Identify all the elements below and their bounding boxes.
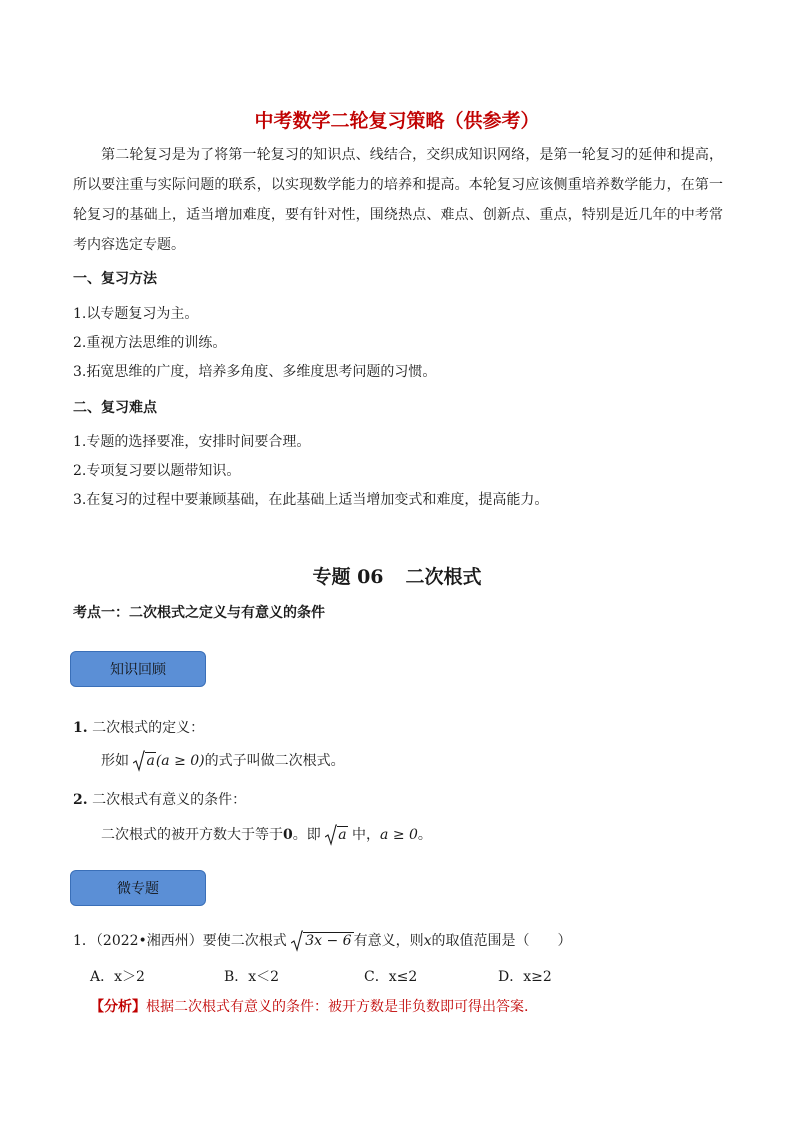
option-c: C．x≤2 [364,969,418,985]
page-title: 中考数学二轮复习策略（供参考） [254,110,540,132]
analysis-text: 根据二次根式有意义的条件：被开方数是非负数即可得出答案. [146,999,529,1015]
condition-mid2: 中， [352,827,381,843]
analysis [90,996,528,1016]
analysis-label: 【分析】 [90,999,146,1015]
sqrt-symbol-icon [291,930,303,952]
condition-inequality: a ≥ 0 [380,827,418,843]
section1-item-3: 3.拓宽思维的广度，培养多角度、多维度思考问题的习惯。 [73,364,437,380]
question-1-var: x [423,933,432,949]
sqrt-symbol-icon [325,824,337,846]
condition-pre: 二次根式的被开方数大于等于 [101,827,283,843]
intro-paragraph [73,140,723,260]
topic-label: 专题 06 [312,566,384,588]
condition-radicand: a [338,827,347,843]
definition-radicand: a [146,753,155,769]
section1-item-2: 2.重视方法思维的训练。 [73,335,227,351]
knowledge-review-tag: 知识回顾 [70,651,206,687]
question-1-mid: 有意义，则 [353,933,424,949]
condition-content [101,824,432,846]
condition-title: 二次根式有意义的条件： [92,792,247,808]
definition-post: 的式子叫做二次根式。 [204,753,345,769]
topic-title [0,562,794,589]
section2-item-1: 1.专题的选择要准，安排时间要合理。 [73,434,311,450]
key-point-heading: 考点一：二次根式之定义与有意义的条件 [73,605,325,621]
definition-num: 1. [73,720,88,736]
option-d: D．x≥2 [498,969,552,985]
definition-item [73,717,204,737]
topic-name: 二次根式 [405,566,482,588]
question-1 [73,930,572,952]
micro-topic-tag: 微专题 [70,870,206,906]
condition-num: 2. [73,792,88,808]
condition-zero: 0 [283,827,293,843]
intro-text: 第二轮复习是为了将第一轮复习的知识点、线结合，交织成知识网络，是第一轮复习的延伸和提高，所以要注重与实际问题的联系，以实现数学能力的培养和提高。本轮复习应该侧重培养数学能力，在第一轮复习的基础上，适当增加难度，要有针对性，围绕热点、难点、创新点、重点，特别是近几年的中考常考内容选定专题。 [73,147,723,253]
section2-heading: 二、复习难点 [73,400,157,416]
section2-item-2: 2.专项复习要以题带知识。 [73,463,241,479]
definition-pre: 形如 [101,753,129,769]
definition-title: 二次根式的定义： [92,720,205,736]
definition-content [101,750,345,772]
condition-end: 。 [417,827,432,843]
definition-condition: (a ≥ 0) [155,753,205,769]
question-1-radicand: 3x − 6 [305,933,352,949]
option-a: A．x＞2 [90,969,145,985]
sqrt-symbol-icon [133,750,145,772]
section2-item-3: 3.在复习的过程中要兼顾基础，在此基础上适当增加变式和难度，提高能力。 [73,492,549,508]
section1-item-1: 1.以专题复习为主。 [73,306,199,322]
section1-heading: 一、复习方法 [73,271,157,287]
option-b: B．x＜2 [224,969,280,985]
condition-mid: 。即 [292,827,321,843]
condition-item [73,789,246,809]
question-1-post: 的取值范围是（ ） [431,933,572,949]
question-1-pre: 1．（2022•湘西州）要使二次根式 [73,933,287,949]
